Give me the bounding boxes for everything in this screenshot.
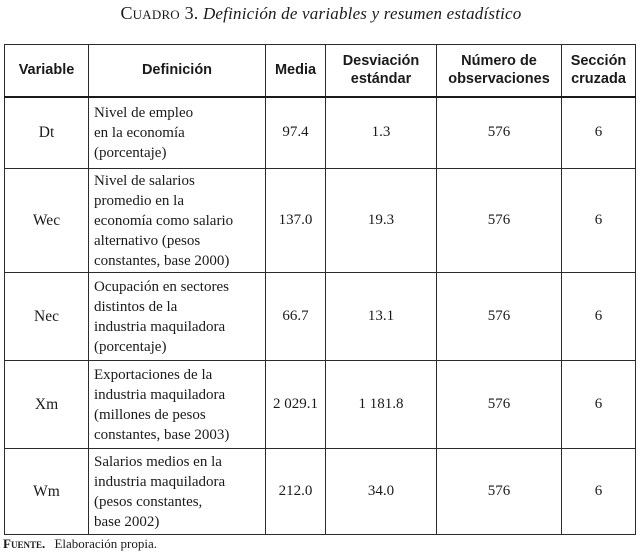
cell-observations: 576 xyxy=(437,97,562,169)
header-obs-line1: Número de xyxy=(461,53,537,70)
statistics-table xyxy=(4,44,636,535)
cell-variable: Nec xyxy=(5,273,89,361)
definition-line: Nivel de salarios xyxy=(94,172,195,189)
table-row xyxy=(5,273,636,361)
cell-mean: 212.0 xyxy=(266,449,326,535)
cell-cross-section: 6 xyxy=(562,273,636,361)
cell-observations: 576 xyxy=(437,361,562,449)
definition-line: Exportaciones de la xyxy=(94,366,213,383)
cell-observations: 576 xyxy=(437,169,562,273)
definition-line: Nivel de empleo xyxy=(94,104,194,121)
cell-definition xyxy=(89,169,266,273)
table-row xyxy=(5,169,636,273)
definition-line: distintos de la xyxy=(94,298,178,315)
header-std-line1: Desviación xyxy=(342,53,420,70)
header-cross-line2: cruzada xyxy=(571,71,626,88)
header-definition: Definición xyxy=(89,45,266,97)
table-row xyxy=(5,449,636,535)
table-row xyxy=(5,361,636,449)
table-row xyxy=(5,97,636,169)
cell-mean: 97.4 xyxy=(266,97,326,169)
cell-variable: Xm xyxy=(5,361,89,449)
definition-line: constantes, base 2000) xyxy=(94,252,230,269)
cell-std-dev: 1.3 xyxy=(326,97,437,169)
definition-line: (millones de pesos xyxy=(94,406,206,423)
cell-cross-section: 6 xyxy=(562,97,636,169)
cell-variable: Dt xyxy=(5,97,89,169)
cell-mean: 137.0 xyxy=(266,169,326,273)
cell-variable: Wec xyxy=(5,169,89,273)
cell-definition xyxy=(89,97,266,169)
cell-definition xyxy=(89,273,266,361)
cell-mean: 2 029.1 xyxy=(266,361,326,449)
definition-line: (pesos constantes, xyxy=(94,493,203,510)
caption-title: Definición de variables y resumen estadístico xyxy=(202,4,522,23)
header-obs-line2: observaciones xyxy=(448,71,550,88)
header-cross-line1: Sección xyxy=(570,53,627,70)
header-mean: Media xyxy=(266,45,326,97)
cell-observations: 576 xyxy=(437,449,562,535)
cell-variable: Wm xyxy=(5,449,89,535)
cell-cross-section: 6 xyxy=(562,449,636,535)
source-text: Elaboración propia. xyxy=(54,536,157,551)
table-caption xyxy=(0,3,642,24)
header-cross-section xyxy=(562,45,636,97)
header-std-dev xyxy=(326,45,437,97)
cell-cross-section: 6 xyxy=(562,361,636,449)
cell-std-dev: 1 181.8 xyxy=(326,361,437,449)
definition-line: alternativo (pesos xyxy=(94,232,201,249)
definition-line: constantes, base 2003) xyxy=(94,426,230,443)
cell-definition xyxy=(89,449,266,535)
definition-line: industria maquiladora xyxy=(94,386,226,403)
cell-mean: 66.7 xyxy=(266,273,326,361)
table-source-note xyxy=(3,536,157,552)
table-header-row xyxy=(5,45,636,97)
header-observations xyxy=(437,45,562,97)
definition-line: industria maquiladora xyxy=(94,473,226,490)
cell-cross-section: 6 xyxy=(562,169,636,273)
definition-line: promedio en la xyxy=(94,192,184,209)
definition-line: industria maquiladora xyxy=(94,318,226,335)
cell-definition xyxy=(89,361,266,449)
source-label: Fuente. xyxy=(3,536,46,551)
definition-line: Salarios medios en la xyxy=(94,453,222,470)
definition-line: en la economía xyxy=(94,124,185,141)
definition-line: Ocupación en sectores xyxy=(94,278,229,295)
definition-line: (porcentaje) xyxy=(94,144,167,161)
cell-std-dev: 13.1 xyxy=(326,273,437,361)
caption-label: Cuadro 3. xyxy=(120,3,199,23)
definition-line: economía como salario xyxy=(94,212,234,229)
cell-observations: 576 xyxy=(437,273,562,361)
header-variable: Variable xyxy=(5,45,89,97)
cell-std-dev: 34.0 xyxy=(326,449,437,535)
definition-line: (porcentaje) xyxy=(94,338,167,355)
header-std-line2: estándar xyxy=(350,71,412,88)
cell-std-dev: 19.3 xyxy=(326,169,437,273)
definition-line: base 2002) xyxy=(94,513,160,530)
